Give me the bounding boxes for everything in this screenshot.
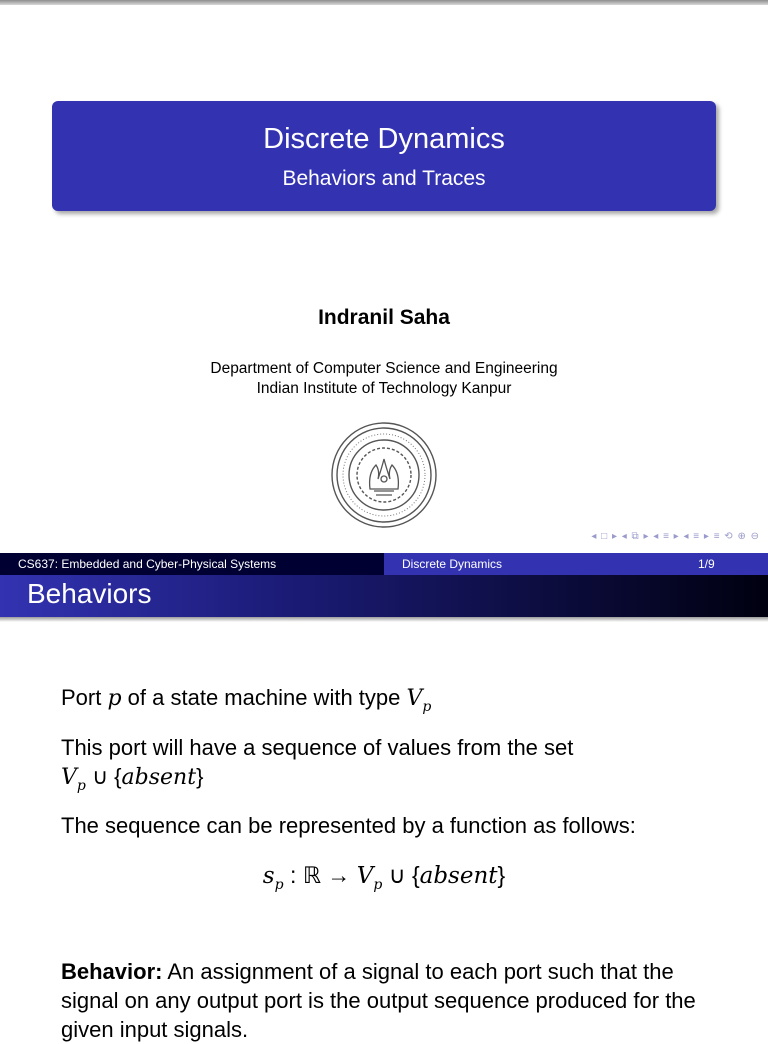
iit-kanpur-logo bbox=[328, 421, 440, 529]
footer-page-number: 1/9 bbox=[698, 557, 715, 571]
var-V: V bbox=[406, 686, 423, 711]
slide-footer bbox=[0, 553, 768, 575]
top-rule bbox=[0, 0, 768, 5]
sequence-line: This port will have a sequence of values from the set $V_p$ ∪ {absent} bbox=[61, 733, 721, 795]
set-expression: $V_p$ ∪ {absent} bbox=[61, 764, 204, 794]
signal-function-equation: $s_p$ : ℝ → $V_p$ ∪ {absent} bbox=[262, 862, 506, 893]
beamer-navigation-icons[interactable]: ◂ □ ▸ ◂ ⧉ ▸ ◂ ≡ ▸ ◂ ≡ ▸ ≡ ⟲ ⊕ ⊖ bbox=[591, 531, 760, 542]
behavior-definition bbox=[61, 957, 721, 1044]
footer-right bbox=[384, 553, 768, 575]
frame-title: Behaviors bbox=[0, 575, 768, 617]
behavior-label: Behavior: bbox=[61, 959, 163, 984]
affiliation bbox=[0, 359, 768, 399]
institute: Indian Institute of Technology Kanpur bbox=[256, 380, 512, 397]
footer-course: CS637: Embedded and Cyber-Physical Systems bbox=[0, 553, 384, 575]
function-intro-line: The sequence can be represented by a function as follows: bbox=[61, 813, 636, 838]
author-name: Indranil Saha bbox=[318, 306, 450, 329]
behavior-text: An assignment of a signal to each port such that the signal on any output port is the output sequence produced for the given input signals. bbox=[61, 959, 696, 1042]
slide-title: Discrete Dynamics bbox=[263, 123, 505, 155]
slide-subtitle: Behaviors and Traces bbox=[282, 167, 486, 190]
department: Department of Computer Science and Engineering bbox=[210, 360, 558, 377]
frame-title-shadow bbox=[0, 617, 768, 622]
title-box bbox=[52, 101, 716, 211]
port-definition-line: Port p of a state machine with type $V_p$ bbox=[61, 685, 432, 715]
footer-topic: Discrete Dynamics bbox=[402, 557, 503, 571]
var-p: p bbox=[107, 686, 122, 711]
